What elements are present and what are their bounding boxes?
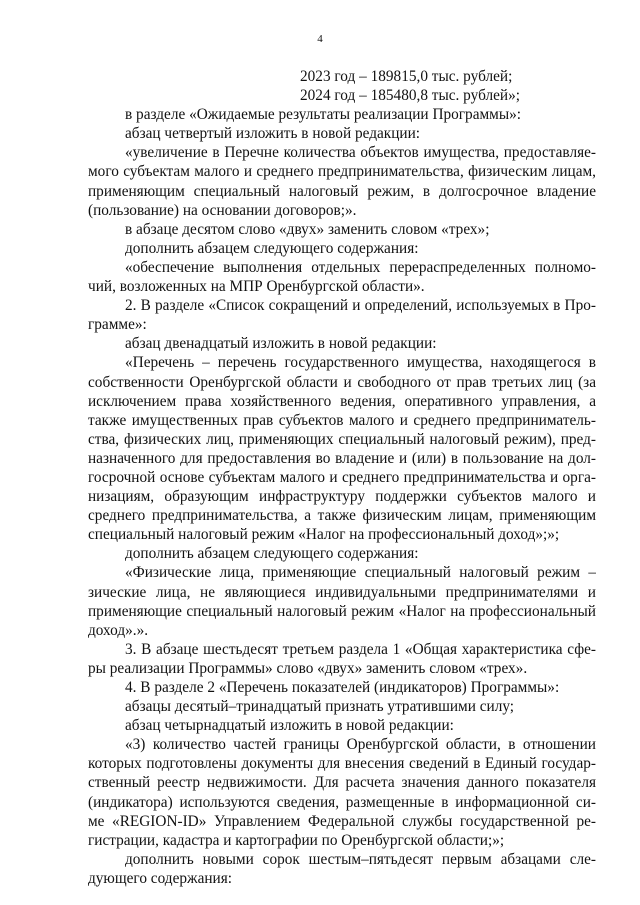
text-line: 2023 год – 189815,0 тыс. рублей; <box>300 68 513 85</box>
text-line: чий, возложенных на МПР Оренбургской области». <box>88 278 425 296</box>
text-line: собственности Оренбургской области и свободного от прав третьих лиц (за <box>88 373 596 391</box>
text-line: (пользование) на основании договоров;». <box>88 201 357 219</box>
text-line: низациям, образующим инфраструктуру поддержки субъектов малого и <box>88 488 596 506</box>
text-line: специальный налоговый режим «Налог на профессиональный доход»;»; <box>88 526 560 544</box>
page-number: 4 <box>317 33 323 45</box>
text-line: грамме»: <box>88 316 147 334</box>
text-line: в абзаце десятом слово «двух» заменить словом «трех»; <box>125 220 490 238</box>
text-line: ственный реестр недвижимости. Для расчета значения данного показателя <box>88 774 596 792</box>
text-line: доход».». <box>88 621 149 639</box>
text-line: абзац четвертый изложить в новой редакции: <box>125 125 421 143</box>
text-line: дополнить абзацем следующего содержания: <box>125 545 419 563</box>
text-line: зические лица, не являющиеся индивидуальными предпринимателями и <box>88 583 596 601</box>
text-line: в разделе «Ожидаемые результаты реализации Программы»: <box>125 106 522 124</box>
text-line: 2024 год – 185480,8 тыс. рублей»; <box>300 87 520 105</box>
text-line: абзац двенадцатый изложить в новой редакции: <box>125 335 437 353</box>
text-line: гистрации, кадастра и картографии по Оренбургской области;»; <box>88 831 505 849</box>
text-line: «увеличение в Перечне количества объектов имущества, предоставляе- <box>125 144 596 162</box>
text-line: 4. В разделе 2 «Перечень показателей (индикаторов) Программы»: <box>125 679 560 696</box>
text-line: ства, физических лиц, применяющих специальный налоговый режим), пред- <box>88 430 596 448</box>
document-body <box>88 67 596 888</box>
text-line: «обеспечение выполнения отдельных перераспределенных полномо- <box>125 258 596 276</box>
text-line: (индикатора) используются сведения, размещенные в информационной си <box>88 793 596 811</box>
text-line: дополнить абзацем следующего содержания: <box>125 239 419 257</box>
text-line: дополнить новыми сорок шестым–пятьдесят первым абзацами сле- <box>125 850 596 868</box>
text-line: назначенного для предоставления во владение и (или) в пользование на дол- <box>88 449 596 467</box>
text-line: «3) количество частей границы Оренбургской области, в отношении <box>125 736 596 754</box>
text-line: ры реализации Программы» слово «двух» заменить словом «трех». <box>88 659 528 677</box>
text-line: которых подготовлены документы для внесения сведений в Единый государ- <box>88 755 596 773</box>
text-line: 2. В разделе «Список сокращений и определений, используемых в Про- <box>125 297 596 315</box>
text-line: абзацы десятый–тринадцатый признать утратившими силу; <box>125 698 515 716</box>
text-line: применяющие специальный налоговый режим «Налог на профессиональный <box>88 602 596 620</box>
text-line: среднего предпринимательства, а также физическим лицам, применяющим <box>88 507 596 525</box>
text-line: исключением права хозяйственного ведения, оперативного управления, а <box>88 392 596 410</box>
text-line: ме «REGION-ID» Управлением Федеральной службы государственной ре- <box>88 812 596 830</box>
text-line: применяющим специальный налоговый режим, в долгосрочное владение <box>88 182 596 200</box>
text-line: дующего содержания: <box>88 869 233 887</box>
text-line: абзац четырнадцатый изложить в новой редакции: <box>125 717 454 735</box>
text-line: «Физические лица, применяющие специальный налоговый режим – <box>125 564 596 582</box>
text-line: госрочной основе субъектам малого и среднего предпринимательства и орга- <box>88 468 596 486</box>
text-line: также имущественных прав субъектов малого и среднего предприниматель- <box>88 411 596 429</box>
text-line: «Перечень – перечень государственного имущества, находящегося в <box>125 354 596 372</box>
text-line: мого субъектам малого и среднего предпринимательства, физическим лицам, <box>88 163 596 181</box>
text-line: 3. В абзаце шестьдесят третьем раздела 1 «Общая характеристика сфе- <box>125 640 596 658</box>
